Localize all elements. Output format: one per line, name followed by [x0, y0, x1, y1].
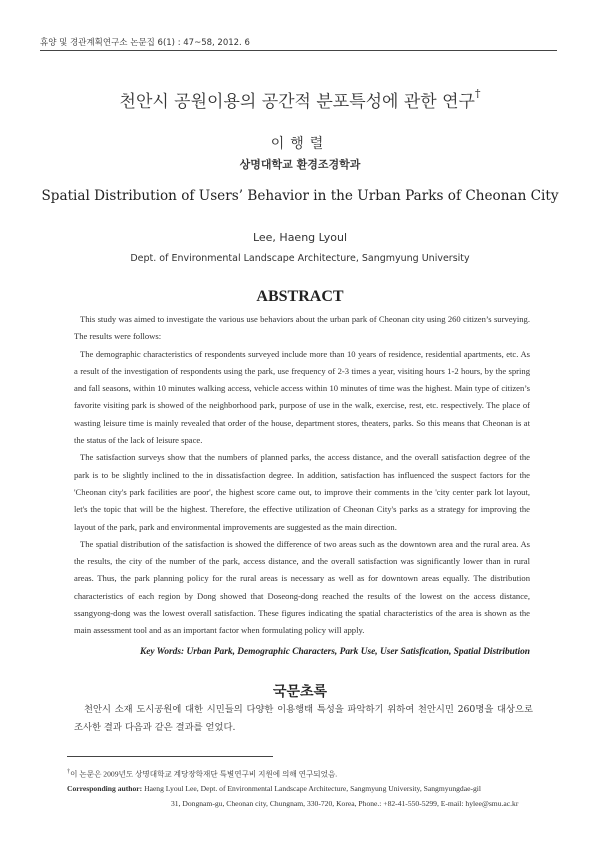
corresponding-author-line1: Haeng Lyoul Lee, Dept. of Environmental Landscape Architecture, Sangmyung University, Sangmyungdae-gil [142, 784, 482, 794]
corresponding-author-line [67, 782, 537, 797]
korean-affiliation: 상명대학교 환경조경학과 [239, 158, 361, 171]
funding-note [67, 765, 537, 782]
english-title: Spatial Distribution of Users’ Behavior in the Urban Parks of Cheonan City [41, 188, 559, 204]
abstract-body [74, 311, 530, 640]
abstract-paragraph: The spatial distribution of the satisfaction is showed the difference of two areas such as the downtown area and the rural area. As the results, the city of the number of the park, access distance, and the overall satisfaction was significantly lower than in rural areas. Thus, the park planning policy for the rural areas is necessary as well as for downtown areas equally. The distribution characteristics of each region by Dong showed that Doseong-dong reached the results of the lowest on the access distance, ssangyong-dong was the lowest overall satisfaction. These figures indicating the spatial characteristics of the area is shown as the main assessment tool and as an important factor when formulating policy will apply. [74, 538, 530, 636]
keywords: Key Words: Urban Park, Demographic Characters, Park Use, User Satisfication, Spatial Distribution [139, 647, 530, 657]
abstract-heading: ABSTRACT [256, 288, 344, 305]
funding-mark: † [67, 768, 71, 775]
title-footnote-mark: † [474, 87, 481, 101]
footnote [67, 765, 537, 811]
english-affiliation: Dept. of Environmental Landscape Architecture, Sangmyung University [130, 253, 470, 264]
abstract-paragraph: The demographic characteristics of respondents surveyed include more than 10 years of residence, residential apartments, etc. As a result of the investigation of respondents using the park, use frequency of 2-3 times a year, visiting hours 1-2 hours, by the spring and fall seasons, within 10 minutes walking access, vehicle access within 10 minutes of time was the highest. Main type of citizen’s favorite visiting park is showed of the neighborhood park, purpose of use in the walk, exercise, rest, etc. respectively. The place of wasting leisure time is mainly revealed that order of the house, department stores, theaters, parks. So this means that Cheonan is at the status of the lack of leisure space. [74, 348, 530, 446]
corresponding-address-line: 31, Dongnam-gu, Cheonan city, Chungnam, 330-720, Korea, Phone.: +82-41-550-5299, E-mail: hylee@smu.ac.kr [171, 798, 519, 808]
abstract-paragraph: This study was aimed to investigate the various use behaviors about the urban park of Cheonan city using 260 citizen’s surveying. The results were follows: [74, 314, 530, 342]
journal-header: 휴양 및 경관계획연구소 논문집 6(1) : 47~58, 2012. 6 [40, 38, 250, 48]
funding-text: 이 논문은 2009년도 상명대학교 계당장학재단 특별연구비 지원에 의해 연구되었음. [70, 769, 338, 779]
korean-title-text: 천안시 공원이용의 공간적 분포특성에 관한 연구 [119, 92, 475, 112]
korean-author: 이행렬 [270, 136, 330, 152]
english-author: Lee, Haeng Lyoul [252, 231, 348, 244]
abstract-paragraph: The satisfaction surveys show that the numbers of planned parks, the access distance, and the overall satisfaction degree of the park is to be slightly inclined to the in dissatisfaction degree. In addition, satisfaction has influenced the suspect factors for the 'Cheonan city's park facilities are poor', the highest score came out, to improve their comments in the 'city center park lot layout, let's the topic that will be the highest. Therefore, the effective utilization of Cheonan City's parks as a strategy for improving the layout of the park, park and environmental improvements are suggested as the main direction. [74, 452, 530, 532]
header-rule [40, 50, 557, 51]
korean-abstract-body [74, 701, 533, 737]
korean-title [0, 87, 600, 112]
korean-abstract-paragraph: 천안시 소재 도시공원에 대한 시민들의 다양한 이용행태 특성을 파악하기 위하여 천안시민 260명을 대상으로 조사한 결과 다음과 같은 결과를 얻었다. [74, 704, 533, 733]
korean-abstract-heading: 국문초록 [272, 684, 328, 700]
corresponding-author-label: Corresponding author: [67, 784, 143, 794]
footnote-rule [67, 756, 273, 757]
